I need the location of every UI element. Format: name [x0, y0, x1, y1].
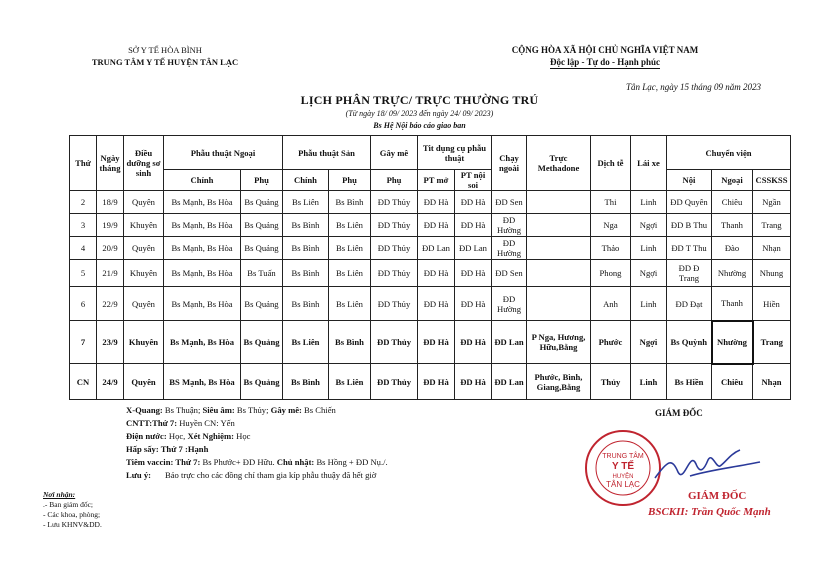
header-dich-te: Dịch tễ	[591, 136, 631, 191]
cell-ngay: 24/9	[97, 364, 124, 400]
cell-chay: ĐD Hường	[492, 237, 527, 260]
cell-meth	[527, 287, 591, 321]
header-san-chinh: Chính	[283, 170, 329, 191]
cell-san-phu: Bs Liên	[329, 260, 371, 287]
header-gay-me: Gây mê	[371, 136, 418, 170]
cell-laixe: Ngợi	[631, 260, 667, 287]
cell-san-phu: Bs Liên	[329, 214, 371, 237]
national-header	[470, 44, 740, 69]
cell-cv-ngoai: Chiêu	[712, 191, 753, 214]
cell-gayme: ĐD Thủy	[371, 364, 418, 400]
header-lai-xe: Lái xe	[631, 136, 667, 191]
cell-cv-ngoai: Đào	[712, 237, 753, 260]
national-motto: Độc lập - Tự do - Hạnh phúc	[549, 57, 660, 67]
cell-cv-csskss: Nhung	[753, 260, 791, 287]
table-row	[70, 321, 791, 364]
cell-thu: 6	[70, 287, 97, 321]
cell-cv-csskss: Nhạn	[753, 364, 791, 400]
header-tiet-dung: Tit dụng cụ phẫu thuật	[418, 136, 492, 170]
cell-ngoai-chinh: Bs Mạnh, Bs Hòa	[164, 214, 241, 237]
table-row	[70, 287, 791, 321]
cell-ptmo: ĐD Hà	[418, 191, 455, 214]
cell-cv-ngoai: Nhường	[712, 321, 753, 364]
cell-san-phu: Bs Liên	[329, 237, 371, 260]
cell-san-chinh: Bs Bình	[283, 260, 329, 287]
cell-gayme: ĐD Thủy	[371, 191, 418, 214]
cell-ngoai-chinh: BS Mạnh, Bs Hòa	[164, 364, 241, 400]
cell-san-phu: Bs Liên	[329, 287, 371, 321]
table-row	[70, 191, 791, 214]
recipient-item: - Các khoa, phòng;	[43, 510, 101, 519]
cell-cv-noi: ĐD T Thu	[667, 237, 712, 260]
header-ngoai-phu: Phụ	[241, 170, 283, 191]
document-date: Tân Lạc, ngày 15 tháng 09 năm 2023	[626, 82, 761, 92]
note-utilities: Điện nước: Học, Xét Nghiệm: Học	[126, 431, 251, 441]
svg-text:HUYỆN: HUYỆN	[612, 474, 634, 480]
note-sterilize: Hấp sấy: Thứ 7 :Hạnh	[126, 444, 209, 454]
table-row	[70, 237, 791, 260]
cell-gayme: ĐD Thủy	[371, 260, 418, 287]
cell-dichte: Thủy	[591, 364, 631, 400]
cell-gayme: ĐD Thủy	[371, 287, 418, 321]
cell-cv-noi: ĐD Đạt	[667, 287, 712, 321]
cell-ptmo: ĐD Hà	[418, 260, 455, 287]
cell-cv-csskss: Trang	[753, 214, 791, 237]
cell-san-phu: Bs Bình	[329, 191, 371, 214]
handwritten-signature	[650, 440, 770, 490]
cell-meth	[527, 237, 591, 260]
org-parent: SỞ Y TẾ HÒA BÌNH	[128, 45, 202, 55]
cell-dichte: Phong	[591, 260, 631, 287]
cell-meth	[527, 214, 591, 237]
cell-thu: 2	[70, 191, 97, 214]
note-vaccine: Tiêm vaccin: Thứ 7: Bs Phước+ ĐD Hữu. Chủ nhật: Bs Hồng + ĐD Nụ./.	[126, 457, 388, 467]
cell-cv-ngoai: Chiêu	[712, 364, 753, 400]
cell-thu: 5	[70, 260, 97, 287]
cell-cv-ngoai: Thanh	[712, 287, 753, 321]
cell-cv-csskss: Hiền	[753, 287, 791, 321]
cell-san-chinh: Bs Bình	[283, 287, 329, 321]
national-title: CỘNG HÒA XÃ HỘI CHỦ NGHĨA VIỆT NAM	[511, 45, 699, 55]
note-remark: Lưu ý: Bảo trực cho các đồng chí tham gia kíp phẫu thuậy đã hết giờ	[126, 470, 377, 480]
cell-san-chinh: Bs Bình	[283, 214, 329, 237]
cell-thu: 7	[70, 321, 97, 364]
cell-meth: Phước, Bình, Giang,Bằng	[527, 364, 591, 400]
director-title: GIÁM ĐỐC	[655, 408, 703, 418]
header-ngay: Ngày tháng	[97, 136, 124, 191]
cell-chay: ĐD Hường	[492, 287, 527, 321]
cell-ptnoi: ĐD Hà	[455, 287, 492, 321]
cell-dichte: Nga	[591, 214, 631, 237]
header-gayme-phu: Phụ	[371, 170, 418, 191]
cell-ngoai-chinh: Bs Mạnh, Bs Hòa	[164, 237, 241, 260]
cell-ptnoi: ĐD Hà	[455, 321, 492, 364]
svg-text:Y TẾ: Y TẾ	[611, 461, 635, 472]
cell-meth	[527, 260, 591, 287]
cell-cv-csskss: Nhạn	[753, 237, 791, 260]
header-chuyen-vien: Chuyển viện	[667, 136, 791, 170]
header-pt-san: Phẫu thuật Sản	[283, 136, 371, 170]
header-methadone: Trực Methadone	[527, 136, 591, 191]
cell-ptnoi: ĐD Lan	[455, 237, 492, 260]
cell-ngay: 21/9	[97, 260, 124, 287]
cell-cv-noi: ĐD Quyên	[667, 191, 712, 214]
cell-san-phu: Bs Liên	[329, 364, 371, 400]
header-san-phu: Phụ	[329, 170, 371, 191]
cell-ptnoi: ĐD Hà	[455, 191, 492, 214]
header-dieu-duong: Điều dưỡng sơ sinh	[124, 136, 164, 191]
cell-dichte: Anh	[591, 287, 631, 321]
cell-dd: Quyên	[124, 191, 164, 214]
cell-gayme: ĐD Thủy	[371, 237, 418, 260]
svg-text:TRUNG TÂM: TRUNG TÂM	[602, 453, 644, 460]
schedule-table	[69, 135, 791, 400]
cell-cv-ngoai: Thanh	[712, 214, 753, 237]
cell-ptnoi: ĐD Hà	[455, 214, 492, 237]
cell-ngoai-phu: Bs Quảng	[241, 237, 283, 260]
cell-chay: ĐD Sen	[492, 191, 527, 214]
svg-text:TÂN LẠC: TÂN LẠC	[606, 480, 640, 489]
cell-laixe: Linh	[631, 287, 667, 321]
cell-cv-noi: ĐD B Thu	[667, 214, 712, 237]
cell-dd: Khuyên	[124, 260, 164, 287]
header-cv-noi: Nội	[667, 170, 712, 191]
cell-ngoai-chinh: Bs Mạnh, Bs Hòa	[164, 287, 241, 321]
header-pt-noi-soi: PT nội soi	[455, 170, 492, 191]
cell-dichte: Phước	[591, 321, 631, 364]
org-header	[60, 44, 270, 68]
cell-cv-csskss: Ngần	[753, 191, 791, 214]
cell-ptmo: ĐD Hà	[418, 214, 455, 237]
recipient-item: - Lưu KHNV&DD.	[43, 520, 102, 529]
cell-san-chinh: Bs Liên	[283, 191, 329, 214]
cell-cv-noi: ĐD Đ Trang	[667, 260, 712, 287]
cell-dd: Khuyên	[124, 321, 164, 364]
note-cntt: CNTT:Thứ 7: Huyền CN: Yến	[126, 418, 235, 428]
cell-cv-noi: Bs Quỳnh	[667, 321, 712, 364]
date-range: (Từ ngày 18/ 09/ 2023 đến ngày 24/ 09/ 2023)	[345, 109, 494, 118]
cell-cv-noi: Bs Hiền	[667, 364, 712, 400]
cell-dichte: Thi	[591, 191, 631, 214]
notes-block	[126, 404, 388, 482]
org-name: TRUNG TÂM Y TẾ HUYỆN TÂN LẠC	[91, 57, 239, 67]
cell-ptmo: ĐD Hà	[418, 321, 455, 364]
cell-ngay: 22/9	[97, 287, 124, 321]
cell-ngoai-phu: Bs Quảng	[241, 191, 283, 214]
cell-dichte: Thảo	[591, 237, 631, 260]
cell-laixe: Ngợi	[631, 214, 667, 237]
cell-ngoai-phu: Bs Quảng	[241, 287, 283, 321]
cell-dd: Quyên	[124, 287, 164, 321]
cell-chay: ĐD Lan	[492, 364, 527, 400]
table-row	[70, 214, 791, 237]
cell-ngay: 19/9	[97, 214, 124, 237]
cell-ngay: 20/9	[97, 237, 124, 260]
cell-laixe: Linh	[631, 237, 667, 260]
cell-ngoai-phu: Bs Quảng	[241, 214, 283, 237]
cell-san-chinh: Bs Bình	[283, 237, 329, 260]
cell-dd: Khuyên	[124, 214, 164, 237]
header-ngoai-chinh: Chính	[164, 170, 241, 191]
cell-ngay: 23/9	[97, 321, 124, 364]
header-pt-ngoai: Phẫu thuật Ngoại	[164, 136, 283, 170]
director-title-red: GIÁM ĐỐC	[688, 490, 747, 502]
director-name: BSCKII: Trần Quốc Mạnh	[648, 506, 771, 518]
cell-ngoai-phu: Bs Quảng	[241, 321, 283, 364]
cell-ngoai-chinh: Bs Mạnh, Bs Hòa	[164, 191, 241, 214]
table-row	[70, 364, 791, 400]
note-imaging: X-Quang: Bs Thuận; Siêu âm: Bs Thủy; Gây mê: Bs Chiến	[126, 405, 336, 415]
cell-laixe: Ngợi	[631, 321, 667, 364]
cell-ptnoi: ĐD Hà	[455, 260, 492, 287]
cell-dd: Quyên	[124, 364, 164, 400]
cell-ptmo: ĐD Hà	[418, 287, 455, 321]
cell-chay: ĐD Hường	[492, 214, 527, 237]
cell-san-phu: Bs Bình	[329, 321, 371, 364]
cell-thu: CN	[70, 364, 97, 400]
header-pt-mo: PT mở	[418, 170, 455, 191]
cell-ngoai-chinh: Bs Mạnh, Bs Hòa	[164, 260, 241, 287]
cell-thu: 3	[70, 214, 97, 237]
recipients	[43, 490, 102, 530]
cell-cv-ngoai: Nhường	[712, 260, 753, 287]
recipient-item: .- Ban giám đốc;	[43, 500, 93, 509]
cell-cv-csskss: Trang	[753, 321, 791, 364]
cell-ptnoi: ĐD Hà	[455, 364, 492, 400]
recipients-title: Nơi nhận:	[43, 490, 76, 499]
cell-dd: Quyên	[124, 237, 164, 260]
header-thu: Thứ	[70, 136, 97, 191]
cell-chay: ĐD Lan	[492, 321, 527, 364]
cell-san-chinh: Bs Liên	[283, 321, 329, 364]
header-cv-ngoai: Ngoại	[712, 170, 753, 191]
report-note: Bs Hệ Nội báo cáo giao ban	[373, 121, 466, 130]
header-cv-csskss: CSSKSS	[753, 170, 791, 191]
cell-chay: ĐD Sen	[492, 260, 527, 287]
cell-ptmo: ĐD Lan	[418, 237, 455, 260]
table-row	[70, 260, 791, 287]
cell-laixe: Linh	[631, 364, 667, 400]
cell-gayme: ĐD Thủy	[371, 214, 418, 237]
page-title: LỊCH PHÂN TRỰC/ TRỰC THƯỜNG TRÚ	[300, 93, 539, 107]
cell-laixe: Linh	[631, 191, 667, 214]
cell-gayme: ĐD Thủy	[371, 321, 418, 364]
cell-ngoai-phu: Bs Quảng	[241, 364, 283, 400]
cell-san-chinh: Bs Bình	[283, 364, 329, 400]
cell-thu: 4	[70, 237, 97, 260]
cell-meth	[527, 191, 591, 214]
header-chay-ngoai: Chạy ngoài	[492, 136, 527, 191]
cell-ngoai-chinh: Bs Mạnh, Bs Hòa	[164, 321, 241, 364]
cell-ngay: 18/9	[97, 191, 124, 214]
cell-ngoai-phu: Bs Tuấn	[241, 260, 283, 287]
cell-meth: P Nga, Hương, Hữu,Bằng	[527, 321, 591, 364]
cell-ptmo: ĐD Hà	[418, 364, 455, 400]
